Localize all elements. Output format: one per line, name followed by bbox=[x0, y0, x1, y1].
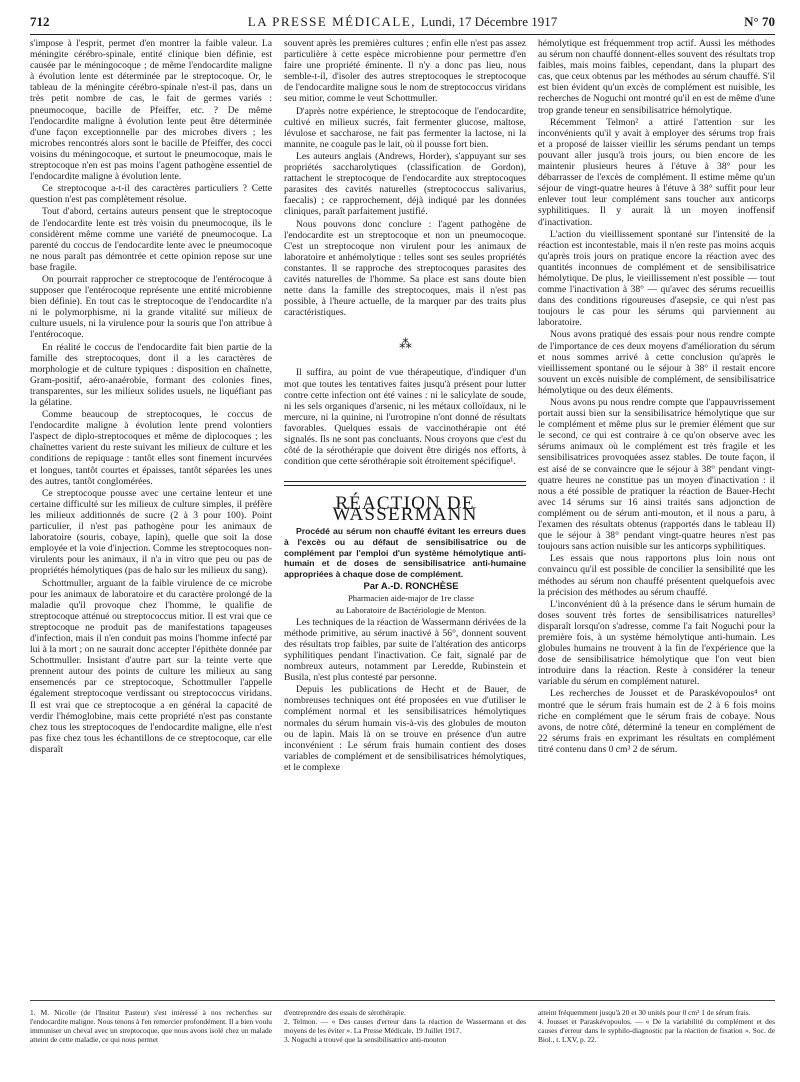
journal-title: LA PRESSE MÉDICALE, bbox=[247, 14, 417, 29]
author-affiliation: au Laboratoire de Bactériologie de Menton. bbox=[335, 604, 487, 615]
paragraph: Tout d'abord, certains auteurs pensent que le streptocoque de l'endocardite lente est très voisin du pneumocoque, ils le considèrent même comme une variété de pneumocoque. La parenté du coccus de l'endocardite lente avec le pneumocoque ne nous paraît pas démontrée et cette opinion repose sur une base fragile. bbox=[30, 206, 272, 273]
paragraph: s'impose à l'esprit, permet d'en montrer la faible valeur. La méningite cérébro-spinale, entité clinique bien définie, est causée par le méningocoque ; de même l'endocardite maligne à évolution lente est déterminée par le streptocoque. Or, le tableau de la méningite cérébro-spinale n'est-il pas, dans un très petit nombre de cas, le fait de germes variés : pneumocoque, bacille de Pfeiffer, etc. ? De même l'endocardite maligne à évolution lente peut être déterminée d'une façon exceptionnelle par des microbes divers ; les microbes rencontrés alors sont le bacille de Pfeiffer, des cocci voisins du méningocoque, et surtout le pneumocoque, mais le streptocoque n'en est pas moins l'agent pathogène essentiel de l'endocardite maligne à évolution lente. bbox=[30, 38, 272, 183]
issue-number: N° 70 bbox=[744, 14, 775, 29]
footnote: 4. Jousset et Paraskévopoulos. — « De la variabilité du complément et des causes d'erreur dans le syphilo-diagnostic par la réaction de fixation ». Soc. de Biol., t. LXV, p. 22. bbox=[538, 1017, 775, 1044]
paragraph: Comme beaucoup de streptocoques, le coccus de l'endocardite maligne à évolution lente prend volontiers l'aspect de diplo-streptocoques et même de diplocoques ; les chaînettes varient du reste suivant les milieux de culture et les conditions de repiquage : tantôt elles sont finement incurvées et longues, tantôt courtes et épaisses, tantôt séparées les unes des autres, tantôt conglomérées. bbox=[30, 409, 272, 487]
footnote-rule bbox=[30, 1000, 775, 1001]
footnote-column-2 bbox=[284, 1008, 526, 1044]
paragraph: Il suffira, au point de vue thérapeutique, d'indiquer d'un mot que toutes les tentatives faites jusqu'à présent pour lutter contre cette infection ont été vaines : ni le salicylate de soude, ni les sels organiques d'arsenic, ni les métaux colloïdaux, ni le mercure, ni la quinine, ni l'urotropine n'ont donné de résultats favorables. Quelques essais de vaccinothérapie ont été signalés. Ils ne sont pas concluants. Nous croyons que c'est du côté de la sérothérapie que doivent être dirigés nos efforts, à condition que cette sérothérapie soit étroitement spécifique¹. bbox=[284, 367, 526, 468]
article-title: RÉACTION DE WASSERMANN bbox=[332, 493, 478, 526]
article-rule bbox=[284, 485, 526, 486]
paragraph: Ce streptocoque a-t-il des caractères particuliers ? Cette question n'est pas complètement résolue. bbox=[30, 183, 272, 206]
paragraph: Nous pouvons donc conclure : l'agent pathogène de l'endocardite est un streptocoque et non un pneumocoque. C'est un streptocoque non virulent pour les animaux de laboratoire et anhémolytique : telles sont ses seules propriétés constantes. Il se rapproche des streptocoques parasites des cavités naturelles de l'homme. Sa place est sans doute bien nette dans la famille des streptocoques, mais il n'est pas possible, à l'heure actuelle, de la marquer par des traits plus caractéristiques. bbox=[284, 218, 526, 319]
paragraph: Depuis les publications de Hecht et de Bauer, de nombreuses techniques ont été proposées en vue d'utiliser le complément normal et les sensibilisatrices hémolytiques normales du sérum humain vis-à-vis des globules de mouton ou de lapin. Mais là on se trouve en présence d'un autre inconvénient : Le sérum frais humain contient des doses variables de complément et de sensibilisatrices hémolytiques, et le complexe bbox=[284, 684, 526, 773]
page-number: 712 bbox=[30, 14, 50, 29]
paragraph: Les recherches de Jousset et de Paraskévopoulos⁴ ont montré que le sérum frais humain est de 2 à 6 fois moins riche en complément que le sérum frais de cobaye. Nous avons, de notre côté, déterminé la teneur en complément de 22 sérums frais en exprimant les résultats en complément titré contenu dans 0 cm³ 2 de sérum. bbox=[538, 688, 775, 755]
footnote: 2. Telmon. — « Des causes d'erreur dans la réaction de Wassermann et des moyens de les éviter ». La Presse Médicale, 19 Juillet 1917. bbox=[284, 1017, 526, 1035]
paragraph: Ce streptocoque pousse avec une certaine lenteur et une certaine difficulté sur les milieux de culture simples, il préfère les milieux additionnés de sucre (2 à 3 pour 100). Point particulier, il n'est pas pathogène pour les animaux de laboratoire (souris, cobaye, lapin), quelle que soit la dose employée et la voie d'injection. Comme les streptocoques non-virulents pour les animaux, il n'a in vitro que peu ou pas de propriétés hémolytiques (pas de halo sur les milieux du sang). bbox=[30, 487, 272, 577]
footnote: 1. M. Nicolle (de l'Institut Pasteur) s'est intéressé à nos recherches sur l'endocardite maligne. Nous tenons à l'en remercier profondément. Il a bien voulu immuniser un cheval avec un streptocoque, que nous avons isolé chez un malade atteint de cette maladie, ce qui nous permet bbox=[30, 1008, 272, 1044]
article-rule bbox=[284, 481, 526, 482]
article-author: Par A.-D. RONCHÈSE bbox=[363, 580, 459, 592]
footnote-column-1 bbox=[30, 1008, 272, 1044]
paragraph: Récemment Telmon² a attiré l'attention sur les inconvénients qu'il y avait à employer des sérums trop frais et a proposé de laisser vieillir les sérums pendant un temps pouvant aller jusqu'à trois jours, ou bien encore de les maintenir plusieurs heures à l'étuve à 38° pour les débarrasser de l'excès de complément. Il estime même qu'un séjour de vingt-quatre heures à l'étuve à 38° suffit pour leur enlever tout leur complément sans toucher aux anticorps syphilitiques. Il y aurait là un moyen inoffensif d'inactivation. bbox=[538, 116, 775, 228]
journal-page bbox=[30, 12, 775, 1072]
page-header bbox=[30, 12, 775, 35]
paragraph: Les techniques de la réaction de Wassermann dérivées de la méthode primitive, au sérum inactivé à 56°, donnent souvent des résultats trop faibles, par suite de l'altération des anticorps syphilitiques pendant l'inactivation. Ce fait, signalé par de nombreux auteurs, notamment par Leredde, Rubinstein et Busila, n'est plus contesté par personne. bbox=[284, 616, 526, 684]
paragraph: hémolytique est fréquemment trop actif. Aussi les méthodes au sérum non chauffé donnent-elles souvent des résultats trop faibles, mais moins faibles, cependant, dans la plupart des cas, que ceux obtenus par les méthodes au sérum chauffé. S'il est bien évident qu'un excès de complément est nuisible, les recherches de Noguchi ont montré qu'il en est de même d'une trop grande teneur en sensibilisatrice hémolytique. bbox=[538, 38, 775, 116]
column-2 bbox=[284, 38, 526, 773]
paragraph: Les essais que nous rapportons plus loin nous ont convaincu qu'il est possible de concilier la sensibilité que les méthodes au sérum non chauffé présentent quelquefois avec la précision des méthodes au sérum chauffé. bbox=[538, 553, 775, 598]
author-affiliation: Pharmacien aide-major de 1re classe bbox=[348, 592, 474, 603]
paragraph: D'après notre expérience, le streptocoque de l'endocardite, cultivé en milieux sucrés, fait fermenter glucose, maltose, lévulose et saccharose, ne fait pas fermenter la lactose, ni la mannite, ne coagule pas le lait, où il pousse fort bien. bbox=[284, 105, 526, 150]
paragraph: Nous avons pu nous rendre compte que l'appauvrissement portait aussi bien sur la sensibilisatrice hémolytique que sur le complément et même plus sur le premier élément que sur le second, ce qui est contraire à ce qu'on observe avec les sérums animaux où le complément est très fragile et les sensibilisatrices provoquées assez stables. De toute façon, il est aisé de se convaincre que le séjour à 38° pendant vingt-quatre heures ne constitue pas un moyen d'inactivation : il nous a été possible de pratiquer la réaction de Bauer-Hecht avec 14 sérums sur 16 ainsi traités sans adjonction de complément ou de sérum anti-mouton, et il nous a paru, à l'examen des résultats obtenus (rapportés dans le tableau II) que le séjour à 38° pendant vingt-quatre heures n'est pas toujours sans action nuisible sur les anticorps syphilitiques. bbox=[538, 397, 775, 553]
footnote: d'entreprendre des essais de sérothérapie. bbox=[284, 1008, 406, 1017]
column-3 bbox=[538, 38, 775, 755]
section-separator: ⁂ bbox=[399, 336, 411, 352]
footnote: 3. Noguchi a trouvé que la sensibilisatrice anti-mouton bbox=[284, 1035, 447, 1044]
paragraph: L'action du vieillissement spontané sur l'intensité de la réaction est incontestable, mais il n'en reste pas moins acquis qu'après trois jours on pratique encore la réaction avec des quantités inconnues de complément et de sensibilisatrice hémolytique. De plus, le vieillissement n'est possible — tout comme l'inactivation à 38° — qu'avec des sérums recueillis dans des conditions rigoureuses d'asepsie, ce qui n'est pas toujours le cas pour les sérums qui parviennent au laboratoire. bbox=[538, 228, 775, 329]
column-1 bbox=[30, 38, 272, 755]
article-abstract: Procédé au sérum non chauffé évitant les erreurs dues à l'excès ou au défaut de sensibilisatrice ou de complément par l'emploi d'un système hémolytique anti-humain et de doses de sensibilisatrice anti-humaine appropriées à chaque dose de complément. bbox=[284, 526, 526, 579]
paragraph: On pourrait rapprocher ce streptocoque de l'entérocoque à supposer que l'entérocoque représente une entité microbienne bien définie). En tout cas le streptocoque de l'endocardite n'a ni le polymorphisme, ni la grande vitalité sur milieux de culture usuels, ni la virulence pour la souris que l'on attribue à l'entérocoque. bbox=[30, 273, 272, 341]
paragraph: souvent après les premières cultures ; enfin elle n'est pas assez particulière à cette espèce microbienne pour permettre d'en faire une propriété éminente. Il n'y a donc pas lieu, nous semble-t-il, d'isoler des autres streptocoques le streptocoque de l'endocardite maligne sous le nom de streptococcus viridans seu mitior, comme le veut Schottmuller. bbox=[284, 38, 526, 105]
paragraph: L'inconvénient dû à la présence dans le sérum humain de doses souvent très fortes de sensibilisatrices naturelles³ disparaît lorsqu'on s'adresse, comme l'a fait Noguchi pour la première fois, à un système hémolytique anti-humain. Les globules humains ne trouvent à la fin de l'expérience que la dose de sensibilisatrice hémolytique que l'on veut bien introduire dans la réaction. Reste à considérer la teneur variable du sérum en complément naturel. bbox=[538, 598, 775, 688]
footnote: atteint fréquemment jusqu'à 20 et 30 unités pour 0 cm³ 1 de sérum frais. bbox=[538, 1008, 751, 1017]
paragraph: Schottmuller, arguant de la faible virulence de ce microbe pour les animaux de laboratoire et du caractère prolongé de la maladie qu'il provoque chez l'homme, le qualifie de streptocoque atténué ou streptococcus mitior. Il est vrai que ce streptocoque ne produit pas de manifestations tapageuses d'infection, mais il n'en conduit pas moins l'homme infecté par lui à la mort ; on ne saurait donc accepter l'épithète donnée par Schottmuller. Insistant d'autre part sur la teinte verte que prennent autour des points de culture les milieux au sang ensemencés par ce streptocoque, Schottmuller l'appelle également streptocoque verdissant ou streptococcus viridans. Il est vrai que ce streptocoque a en général la capacité de verdir l'hémoglobine, mais cette propriété n'est pas constante chez tous les streptocoques de l'endocardite maligne, elle n'est pas fixe chez tous les échantillons de ce streptocoque, car elle disparaît bbox=[30, 577, 272, 755]
paragraph: Les auteurs anglais (Andrews, Horder), s'appuyant sur ses propriétés saccharolytiques (classification de Gordon), rattachent le streptocoque de l'endocardite aux streptocoques parasites des cavités naturelles (streptococcus salivarius, faecalis) ; ce rapprochement, déjà indiqué par les données cliniques, paraît parfaitement justifié. bbox=[284, 150, 526, 218]
issue-date: Lundi, 17 Décembre 1917 bbox=[420, 14, 558, 29]
paragraph: En réalité le coccus de l'endocardite fait bien partie de la famille des streptocoques, dont il a les caractères de morphologie et de culture typiques : disposition en chaînette, Gram-positif, aéro-anaérobie, formant des colonies fines, transparentes, sur les milieux solides usuels, ne liquéfiant pas la gélatine. bbox=[30, 341, 272, 408]
footnote-column-3 bbox=[538, 1008, 775, 1044]
paragraph: Nous avons pratiqué des essais pour nous rendre compte de l'importance de ces deux moyens d'amélioration du sérum et nous sommes arrivé à cette conclusion qu'après le vieillissement spontané ou le séjour à 38° il restait encore souvent un excès nuisible de complément, de sensibilisatrice hémolytique ou des deux éléments. bbox=[538, 329, 775, 396]
running-head bbox=[30, 14, 775, 30]
